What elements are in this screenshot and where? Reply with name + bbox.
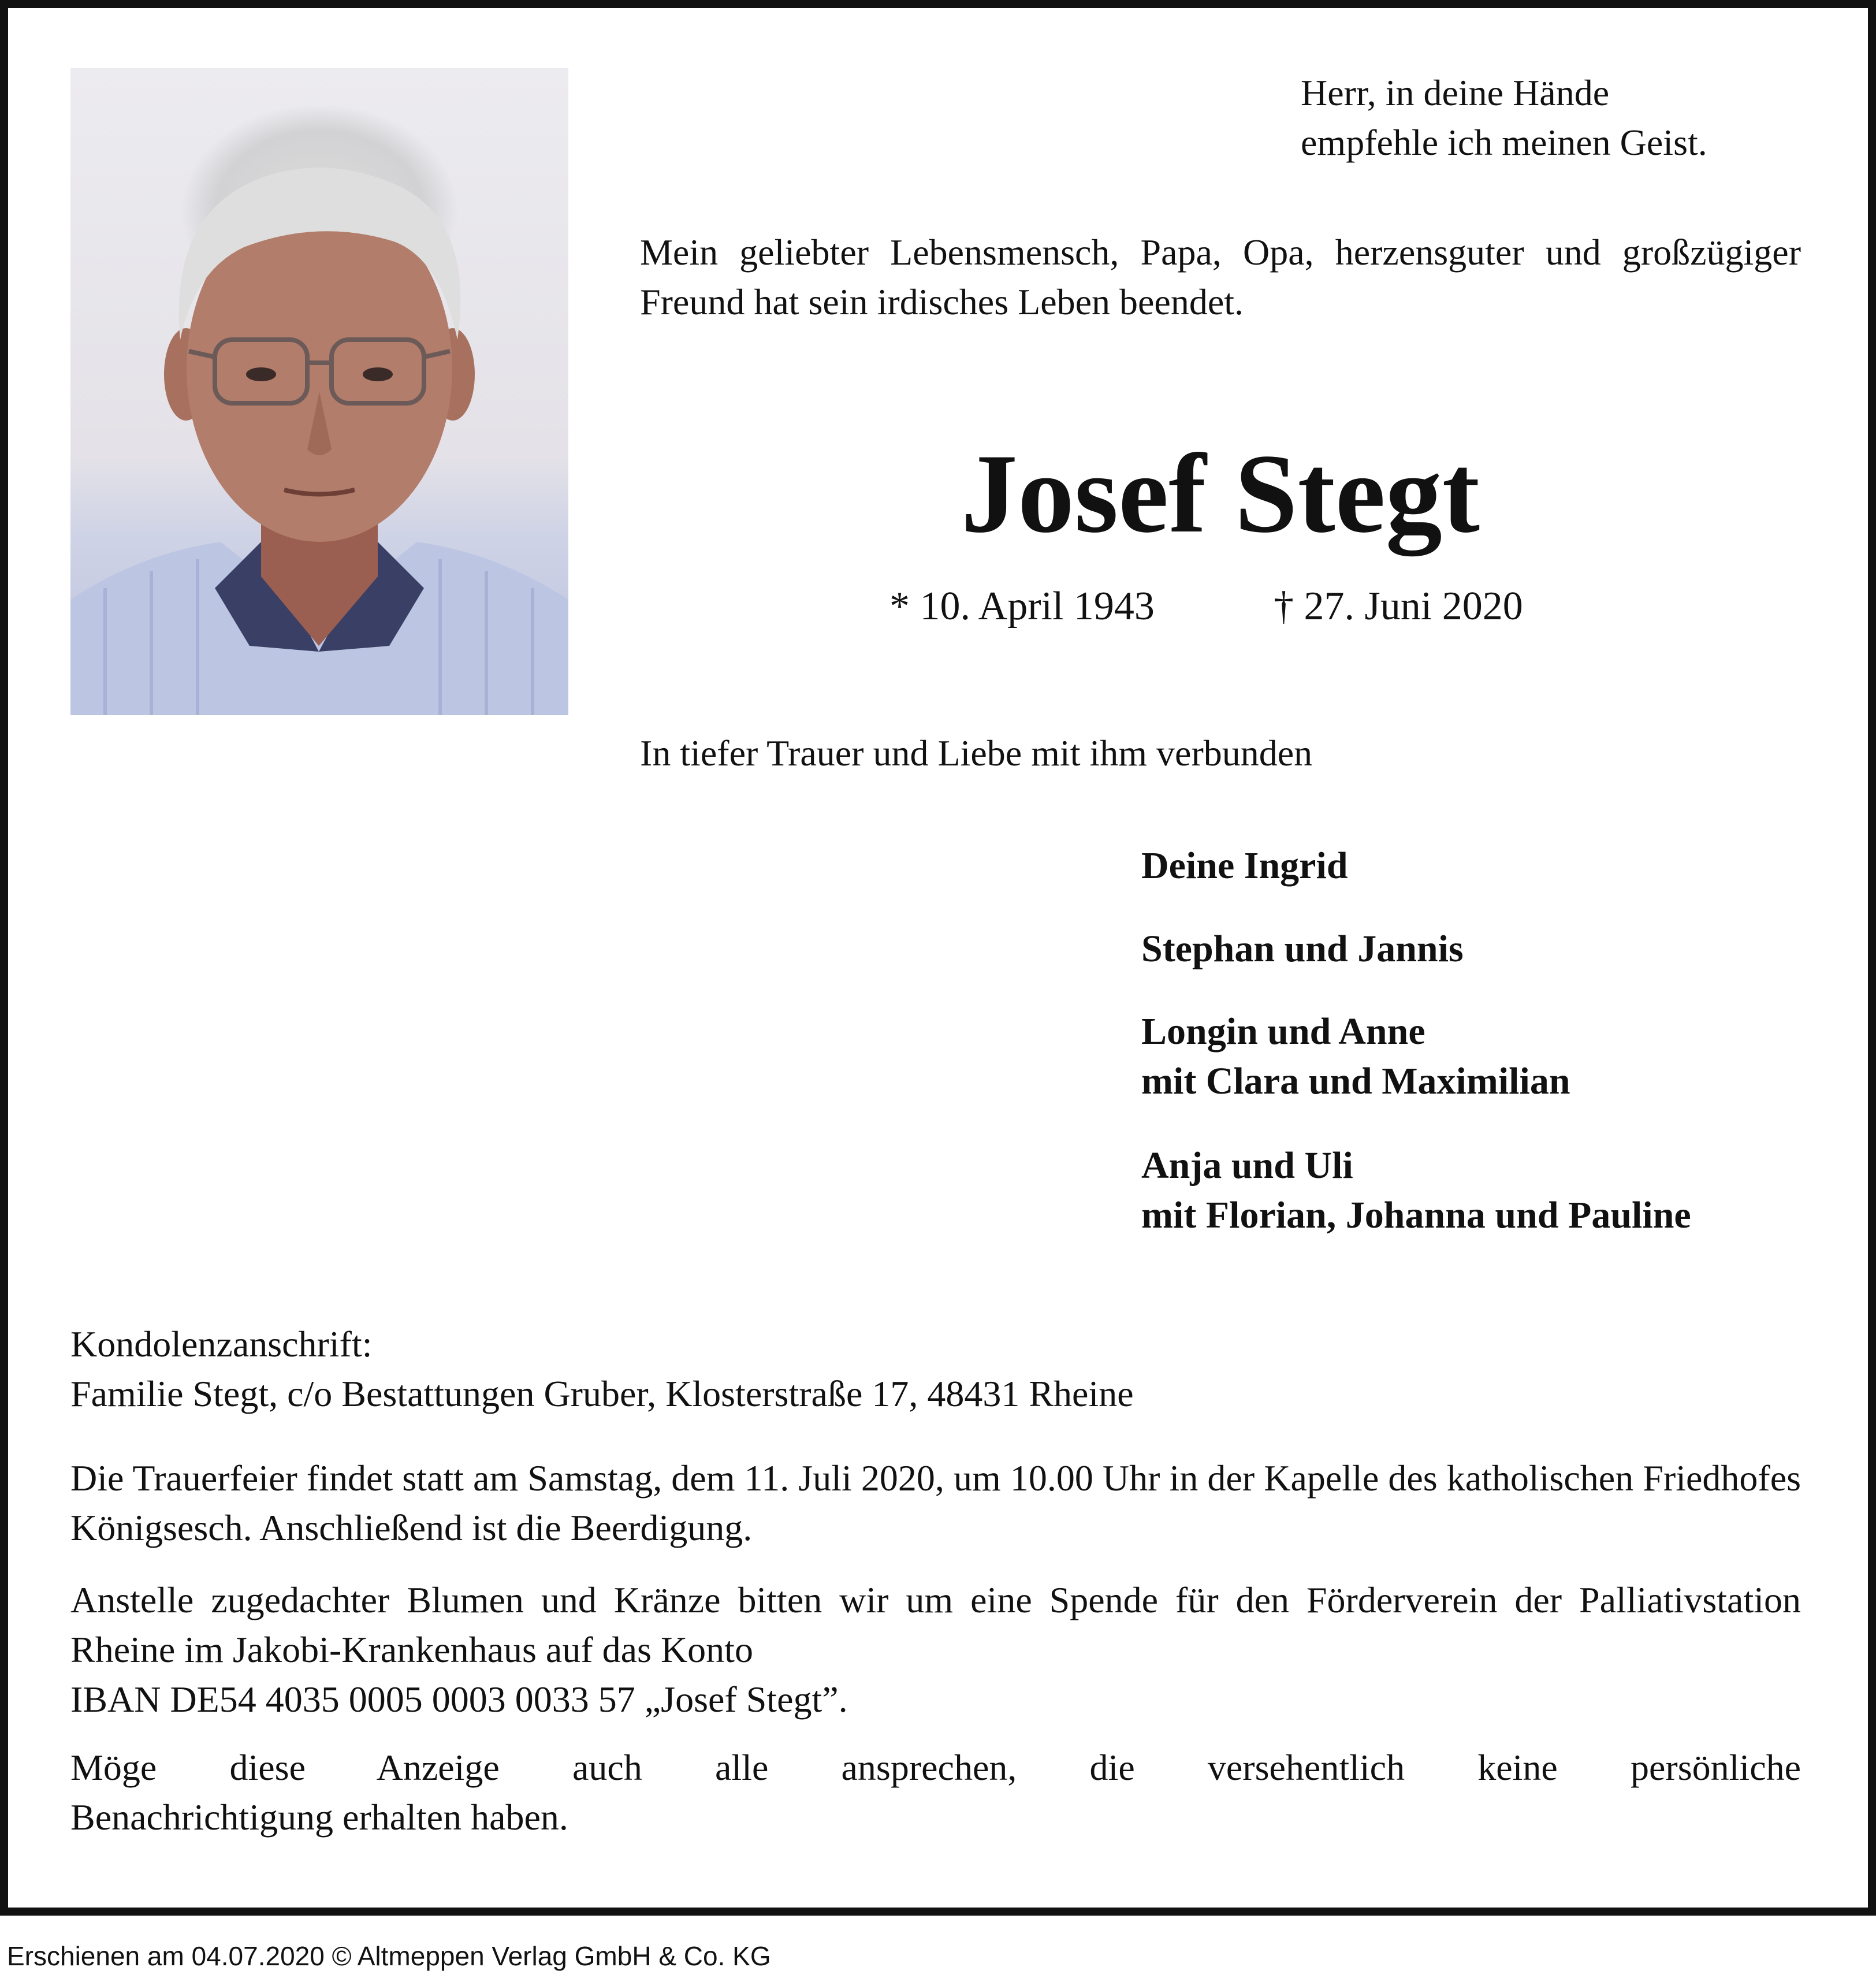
quote-line-1: Herr, in deine Hände [1301, 72, 1610, 113]
donation-text: Anstelle zugedachter Blumen und Kränze bitten wir um eine Spende für den Förderverein der Palliativstation Rheine im Jakobi-Krankenhaus auf das Konto [70, 1579, 1801, 1670]
family-group-4-line-1: Anja und Uli [1141, 1144, 1353, 1187]
mourning-line: In tiefer Trauer und Liebe mit ihm verbunden [640, 733, 1313, 774]
condolence-label: Kondolenzanschrift: [70, 1323, 373, 1364]
closing-line-1: Möge diese Anzeige auch alle ansprechen, die versehentlich keine persönliche [70, 1747, 1801, 1788]
closing-line-2: Benachrichtigung erhalten haben. [70, 1797, 568, 1838]
funeral-text: Die Trauerfeier findet statt am Samstag, dem 11. Juli 2020, um 10.00 Uhr in der Kapelle des katholischen Friedhofes Königsesch. Anschließend ist die Beerdigung. [70, 1458, 1801, 1548]
family-group-3-line-1: Longin und Anne [1141, 1010, 1425, 1053]
family-group-1: Deine Ingrid [1141, 845, 1348, 887]
intro-text: Mein geliebter Lebensmensch, Papa, Opa, herzensguter und großzügiger Freund hat sein irdisches Leben beendet. [640, 232, 1801, 322]
family-group-2: Stephan und Jannis [1141, 928, 1464, 970]
birth-date: * 10. April 1943 [889, 584, 1155, 629]
condolence-address: Familie Stegt, c/o Bestattungen Gruber, Klosterstraße 17, 48431 Rheine [70, 1373, 1134, 1414]
portrait-illustration [70, 68, 568, 715]
portrait-photo [70, 68, 568, 715]
family-group-4-line-2: mit Florian, Johanna und Pauline [1141, 1194, 1691, 1236]
deceased-name: Josef Stegt [961, 431, 1480, 556]
donation-iban: IBAN DE54 4035 0005 0003 0033 57 „Josef Stegt”. [70, 1679, 848, 1720]
death-date: † 27. Juni 2020 [1274, 584, 1523, 629]
publication-footer: Erschienen am 04.07.2020 © Altmeppen Verlag GmbH & Co. KG [7, 1941, 771, 1971]
family-group-3-line-2: mit Clara und Maximilian [1141, 1060, 1570, 1102]
quote-line-2: empfehle ich meinen Geist. [1301, 122, 1707, 163]
